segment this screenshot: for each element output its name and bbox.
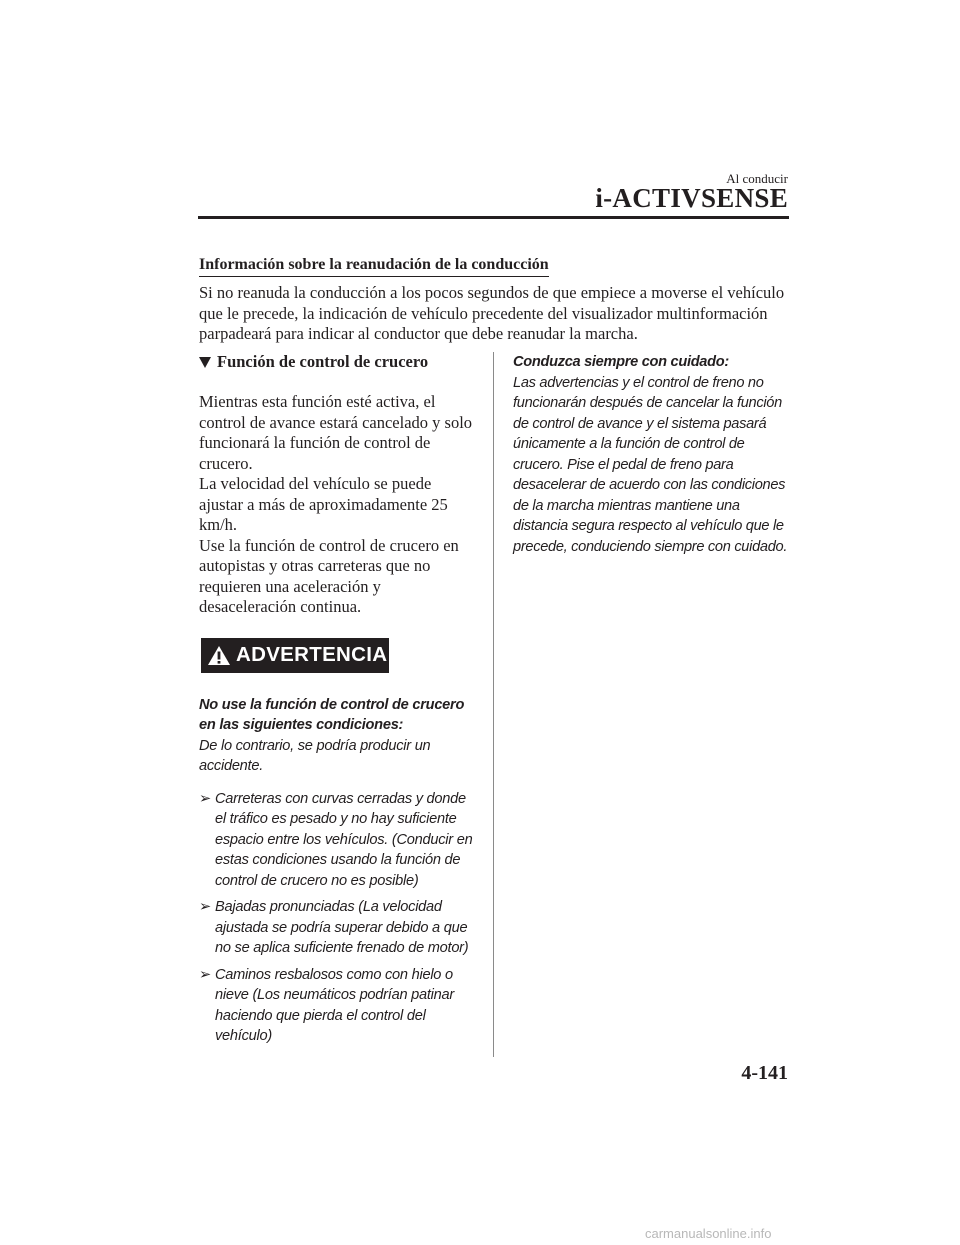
header-rule: [198, 216, 789, 219]
triangle-down-icon: [199, 357, 211, 368]
chapter-label: Al conducir: [726, 171, 788, 186]
warning-lead: De lo contrario, se podría producir un accidente.: [199, 737, 431, 774]
caution-heading: Conduzca siempre con cuidado:: [513, 354, 729, 370]
warning-label: ADVERTENCIA: [236, 643, 388, 666]
column-divider: [493, 352, 494, 1057]
bullet-text: Caminos resbalosos como con hielo o nieve (Los neumáticos podrían patinar haciendo que pierda el control del vehículo): [215, 966, 454, 1044]
list-item: [199, 789, 477, 892]
list-item: [199, 965, 477, 1047]
subsection-title: Función de control de crucero: [217, 352, 429, 371]
warning-bullet-list: [199, 789, 477, 1047]
page-number: 4-141: [741, 1062, 788, 1084]
caution-body: Las advertencias y el control de freno no funcionarán después de cancelar la función de control de avance y el sistema pasará únicamente a la función de control de crucero. Pise el pedal de freno para desacelerar de acuerdo con las condiciones de la marcha mientras mantiene una distancia segura respecto al vehículo que le precede, conduciendo siempre con cuidado.: [513, 374, 788, 555]
warning-banner: [201, 638, 389, 673]
right-column: [513, 352, 789, 557]
arrow-bullet-icon: ➢: [199, 966, 211, 983]
watermark: carmanualsonline.info: [645, 1226, 772, 1241]
warning-triangle-icon: [207, 645, 231, 666]
bullet-text: Carreteras con curvas cerradas y donde el tráfico es pesado y no hay suficiente espacio entre los vehículos. (Conducir en estas condiciones usando la función de control de crucero no es posible): [215, 790, 473, 889]
warning-heading: No use la función de control de crucero en las siguientes condiciones:: [199, 696, 465, 733]
subsection-body: Mientras esta función esté activa, el control de avance estará cancelado y solo funcionará la función de control de crucero. La velocidad del vehículo se puede ajustar a más de aproximadamente 25 km/h. Use la función de control de crucero en autopistas y otras carreteras que no requieren una aceleración y desaceleración continua.: [199, 392, 473, 616]
arrow-bullet-icon: ➢: [199, 790, 211, 807]
section-title: Información sobre la reanudación de la conducción: [199, 255, 549, 277]
subsection-heading: [199, 352, 477, 372]
section-header-title: i-ACTIVSENSE: [595, 183, 788, 213]
left-column: [199, 352, 477, 1053]
list-item: [199, 897, 477, 959]
arrow-bullet-icon: ➢: [199, 899, 211, 915]
bullet-text: Bajadas pronunciadas (La velocidad ajustada se podría superar debido a que no se aplica suficiente frenado de motor): [215, 899, 469, 956]
section-intro: Si no reanuda la conducción a los pocos segundos de que empiece a moverse el vehículo que le precede, la indicación de vehículo precedente del visualizador multinformación parpadeará para indicar al conductor que debe reanudar la marcha.: [199, 283, 785, 343]
